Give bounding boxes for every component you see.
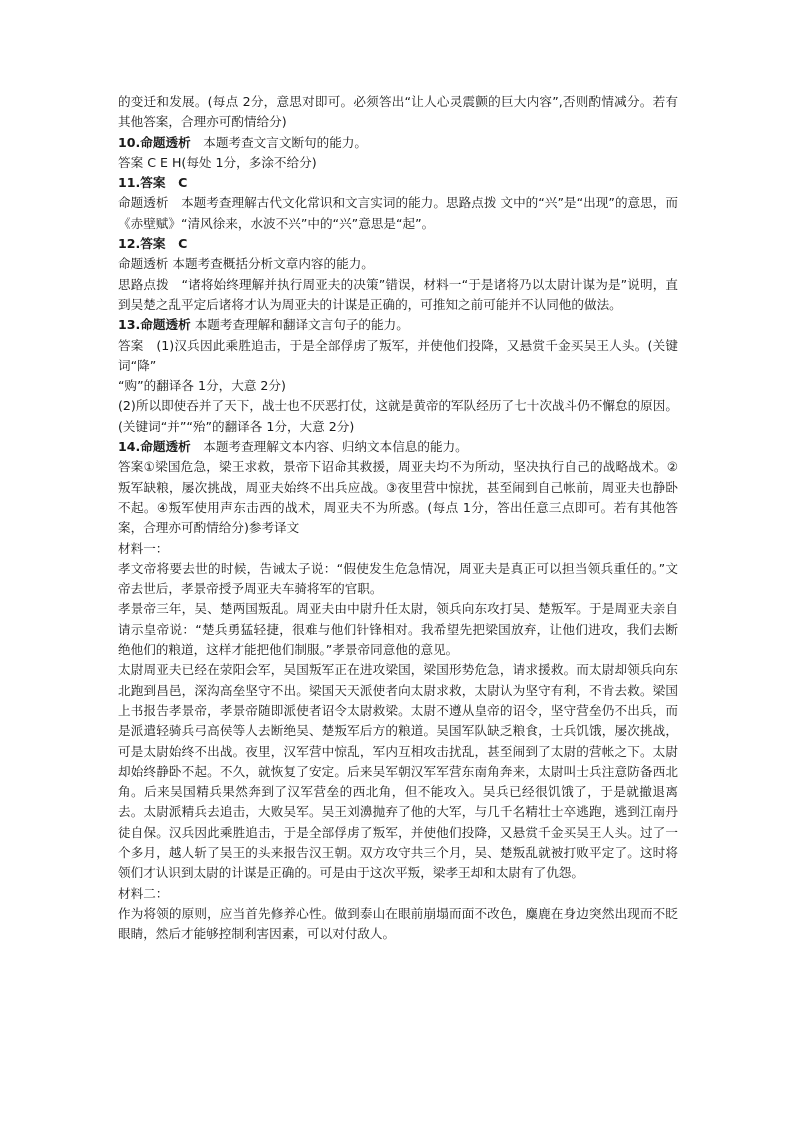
line-text: 太尉周亚夫已经在荥阳会军，吴国叛军正在进攻梁国，梁国形势危急，请求援救。而太尉却领兵向东北跑到昌邑，深沟高垒坚守不出。梁国天天派使者向太尉求救，太尉认为坚守有利，不肯去救。梁国上书报告孝景帝，孝景帝随即派使者诏令太尉救梁。太尉不遵从皇帝的诏令，坚守营垒仍不出兵，而是派遣轻骑兵弓高侯等人去断绝吴、楚叛军后方的粮道。吴国军队缺乏粮食，士兵饥饿，屡次挑战，可是太尉始终不出战。夜里，汉军营中惊乱，军内互相攻击扰乱，甚至闹到了太尉的营帐之下。太尉却始终静卧不起。不久，就恢复了安定。后来吴军朝汉军军营东南角奔来，太尉叫士兵注意防备西北角。后来吴国精兵果然奔到了汉军营垒的西北角，但不能攻入。吴兵已经很饥饿了，于是就撤退离去。太尉派精兵去追击，大败吴军。吴王刘濞抛弃了他的大军，与几千名精壮士卒逃跑，逃到江南丹徒自保。汉兵因此乘胜追击，于是全部俘虏了叛军，并使他们投降，又悬赏千金买吴王人头。过了一个多月，越人斩了吴王的头来报告汉王朝。双方攻守共三个月，吴、楚叛乱就被打败平定了。这时将领们才认识到太尉的计谋是正确的。可是由于这次平叛，梁孝王却和太尉有了仇怨。 — [118, 662, 678, 881]
text-line — [118, 599, 678, 660]
text-line — [118, 884, 678, 904]
text-line — [118, 92, 678, 133]
text-line — [118, 559, 678, 600]
text-line — [118, 234, 678, 254]
line-text: 本题考查文言文断句的能力。 — [190, 134, 367, 150]
text-line — [118, 336, 678, 377]
line-text: 的变迁和发展。(每点 2分，意思对即可。必须答出“让人心灵震颤的巨大内容”,否则酌情减分。若有其他答案，合理亦可酌情给分) — [118, 94, 678, 130]
document-body — [118, 92, 678, 944]
line-text: 命题透析 本题考查概括分析文章内容的能力。 — [118, 256, 374, 272]
text-line — [118, 457, 678, 538]
line-text: 答案①梁国危急，梁王求救，景帝下诏命其救援，周亚夫均不为所动，坚决执行自己的战略战术。②叛军缺粮，屡次挑战，周亚夫始终不出兵应战。③夜里营中惊扰，甚至闹到自己帐前，周亚夫也静卧不起。④叛军使用声东击西的战术，周亚夫不为所惑。(每点 1分，答出任意三点即可。若有其他答案，合理亦可酌情给分)参考译文 — [118, 459, 678, 536]
line-text: “购”的翻译各 1分，大意 2分) — [118, 378, 286, 394]
bold-label: 14.命题透析 — [118, 439, 191, 455]
line-text: 作为将领的原则，应当首先修养心性。做到泰山在眼前崩塌而面不改色，麋鹿在身边突然出现而不眨眼睛，然后才能够控制利害因素，可以对付敌人。 — [118, 905, 678, 942]
bold-label: 13.命题透析 — [118, 317, 191, 333]
line-text: 本题考查理解文本内容、归纳文本信息的能力。 — [190, 439, 468, 455]
line-text: 材料一： — [118, 540, 169, 556]
line-text: 孝景帝三年，吴、楚两国叛乱。周亚夫由中尉升任太尉，领兵向东攻打吴、楚叛军。于是周亚夫亲自请示皇帝说：“楚兵勇猛轻捷，很难与他们针锋相对。我希望先把梁国放弃，让他们进攻，我们去断绝他们的粮道，这样才能把他们制服。”孝景帝同意他的意见。 — [118, 601, 678, 658]
text-line — [118, 133, 678, 153]
line-text: 孝文帝将要去世的时候，告诫太子说：“假使发生危急情况，周亚夫是真正可以担当领兵重任的。”文帝去世后，孝景帝授予周亚夫车骑将军的官职。 — [118, 560, 678, 597]
bold-label: 11.答案 C — [118, 175, 188, 191]
text-line — [118, 437, 678, 457]
text-line — [118, 254, 678, 274]
line-text: (2)所以即使吞并了天下，战士也不厌恶打仗，这就是黄帝的军队经历了七十次战斗仍不懈怠的原因。(关键词“并”“殆”的翻译各 1分，大意 2分) — [118, 398, 678, 434]
text-line — [118, 660, 678, 883]
text-line — [118, 396, 678, 437]
text-line — [118, 539, 678, 559]
text-line — [118, 193, 678, 234]
line-text: 本题考查理解和翻译文言句子的能力。 — [190, 317, 409, 333]
text-line — [118, 904, 678, 945]
text-line — [118, 376, 678, 396]
line-text: 命题透析 本题考查理解古代文化常识和文言实词的能力。思路点拨 文中的“兴”是“出现”的意思，而《赤壁赋》“清风徐来，水波不兴”中的“兴”意思是“起”。 — [118, 195, 678, 231]
text-line — [118, 275, 678, 316]
line-text: 材料二： — [118, 885, 169, 901]
line-text: 答案 C E H(每处 1分，多涂不给分) — [118, 154, 317, 170]
text-line — [118, 315, 678, 335]
bold-label: 12.答案 C — [118, 236, 188, 252]
text-line — [118, 153, 678, 173]
line-text: 思路点拨 “诸将始终理解并执行周亚夫的决策”错误，材料一“于是诸将乃以太尉计谋为是”说明，直到吴楚之乱平定后诸将才认为周亚夫的计谋是正确的，可推知之前可能并不认同他的做法。 — [118, 276, 678, 312]
bold-label: 10.命题透析 — [118, 134, 191, 150]
line-text: 答案 (1)汉兵因此乘胜追击，于是全部俘虏了叛军，并使他们投降，又悬赏千金买吴王人头。(关键词“降” — [118, 337, 678, 373]
text-line — [118, 173, 678, 193]
